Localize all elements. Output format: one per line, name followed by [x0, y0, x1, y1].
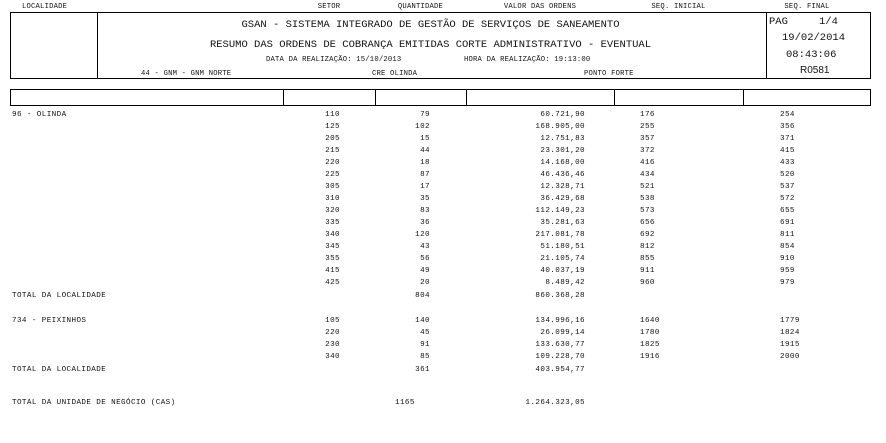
column-header-valor: VALOR DAS ORDENS	[503, 3, 577, 11]
page-number: 1/4	[819, 16, 838, 28]
quantidade-cell: 15	[420, 135, 430, 143]
report-title: RESUMO DAS ORDENS DE COBRANÇA EMITIDAS CORTE ADMINISTRATIVO - EVENTUAL	[209, 39, 652, 51]
column-header-seq-final: SEQ. FINAL	[784, 3, 830, 11]
realization-time: HORA DA REALIZAÇÃO: 19:13:00	[464, 56, 591, 64]
quantidade-cell: 20	[420, 279, 430, 287]
quantidade-cell: 56	[420, 255, 430, 263]
seq-final-cell: 655	[780, 207, 795, 215]
valor-cell: 217.081,78	[535, 231, 585, 239]
grand-total-valor: 1.264.323,05	[525, 399, 585, 407]
quantidade-cell: 87	[420, 171, 430, 179]
grand-total-quantidade: 1165	[395, 399, 415, 407]
seq-inicial-cell: 176	[640, 111, 655, 119]
column-header-localidade: LOCALIDADE	[22, 3, 68, 11]
seq-final-cell: 2000	[780, 353, 800, 361]
quantidade-cell: 36	[420, 219, 430, 227]
seq-final-cell: 537	[780, 183, 795, 191]
seq-final-cell: 1824	[780, 329, 800, 337]
seq-inicial-cell: 855	[640, 255, 655, 263]
total-valor: 860.368,28	[535, 292, 585, 300]
setor-cell: 345	[325, 243, 340, 251]
quantidade-cell: 18	[420, 159, 430, 167]
column-separator	[375, 90, 376, 105]
valor-cell: 36.429,68	[540, 195, 585, 203]
valor-cell: 23.301,20	[540, 147, 585, 155]
seq-inicial-cell: 692	[640, 231, 655, 239]
seq-inicial-cell: 372	[640, 147, 655, 155]
seq-inicial-cell: 812	[640, 243, 655, 251]
grand-total-label: TOTAL DA UNIDADE DE NEGÓCIO (CAS)	[12, 399, 176, 407]
quantidade-cell: 35	[420, 195, 430, 203]
valor-cell: 14.168,00	[540, 159, 585, 167]
localidade-name: 734 - PEIXINHOS	[12, 317, 87, 325]
seq-inicial-cell: 656	[640, 219, 655, 227]
seq-inicial-cell: 521	[640, 183, 655, 191]
header-divider-right	[766, 13, 767, 78]
seq-final-cell: 811	[780, 231, 795, 239]
seq-inicial-cell: 1825	[640, 341, 660, 349]
setor-cell: 125	[325, 123, 340, 131]
seq-inicial-cell: 1640	[640, 317, 660, 325]
seq-inicial-cell: 1916	[640, 353, 660, 361]
setor-cell: 220	[325, 329, 340, 337]
seq-final-cell: 520	[780, 171, 795, 179]
valor-cell: 60.721,90	[540, 111, 585, 119]
quantidade-cell: 91	[420, 341, 430, 349]
quantidade-cell: 102	[415, 123, 430, 131]
quantidade-cell: 45	[420, 329, 430, 337]
column-separator	[614, 90, 615, 105]
seq-inicial-cell: 357	[640, 135, 655, 143]
column-separator	[743, 90, 744, 105]
report-code: R0581	[800, 65, 830, 76]
seq-inicial-cell: 255	[640, 123, 655, 131]
unidade-negocio: CRE OLINDA	[372, 70, 418, 78]
total-label: TOTAL DA LOCALIDADE	[12, 366, 107, 374]
seq-final-cell: 691	[780, 219, 795, 227]
seq-inicial-cell: 434	[640, 171, 655, 179]
valor-cell: 12.328,71	[540, 183, 585, 191]
setor-cell: 220	[325, 159, 340, 167]
setor-cell: 215	[325, 147, 340, 155]
setor-cell: 310	[325, 195, 340, 203]
quantidade-cell: 44	[420, 147, 430, 155]
page-label: PAG	[769, 16, 788, 28]
total-valor: 403.954,77	[535, 366, 585, 374]
quantidade-cell: 17	[420, 183, 430, 191]
setor-cell: 415	[325, 267, 340, 275]
setor-cell: 340	[325, 353, 340, 361]
report-time: 08:43:06	[786, 49, 837, 61]
valor-cell: 12.751,83	[540, 135, 585, 143]
seq-final-cell: 1915	[780, 341, 800, 349]
report-date: 19/02/2014	[782, 32, 846, 44]
setor-cell: 425	[325, 279, 340, 287]
seq-inicial-cell: 1780	[640, 329, 660, 337]
valor-cell: 40.037,19	[540, 267, 585, 275]
quantidade-cell: 140	[415, 317, 430, 325]
setor-cell: 205	[325, 135, 340, 143]
valor-cell: 51.180,51	[540, 243, 585, 251]
localidade-reference: PONTO FORTE	[584, 70, 634, 78]
valor-cell: 8.489,42	[545, 279, 585, 287]
seq-inicial-cell: 573	[640, 207, 655, 215]
valor-cell: 46.436,46	[540, 171, 585, 179]
seq-final-cell: 959	[780, 267, 795, 275]
valor-cell: 35.281,63	[540, 219, 585, 227]
seq-final-cell: 356	[780, 123, 795, 131]
quantidade-cell: 85	[420, 353, 430, 361]
seq-final-cell: 433	[780, 159, 795, 167]
setor-cell: 340	[325, 231, 340, 239]
valor-cell: 26.099,14	[540, 329, 585, 337]
realization-date: DATA DA REALIZAÇÃO: 15/10/2013	[266, 56, 402, 64]
valor-cell: 133.630,77	[535, 341, 585, 349]
setor-cell: 355	[325, 255, 340, 263]
quantidade-cell: 120	[415, 231, 430, 239]
valor-cell: 21.105,74	[540, 255, 585, 263]
setor-cell: 230	[325, 341, 340, 349]
gerencia-regional: 44 - GNM - GNM NORTE	[141, 70, 232, 78]
column-header-quantidade: QUANTIDADE	[397, 3, 444, 11]
total-label: TOTAL DA LOCALIDADE	[12, 292, 107, 300]
quantidade-cell: 79	[420, 111, 430, 119]
seq-inicial-cell: 960	[640, 279, 655, 287]
seq-inicial-cell: 911	[640, 267, 655, 275]
setor-cell: 110	[325, 111, 340, 119]
column-header-seq-inicial: SEQ. INICIAL	[651, 3, 706, 11]
column-header-row	[10, 89, 871, 106]
setor-cell: 305	[325, 183, 340, 191]
setor-cell: 105	[325, 317, 340, 325]
quantidade-cell: 43	[420, 243, 430, 251]
valor-cell: 112.149,23	[535, 207, 585, 215]
setor-cell: 320	[325, 207, 340, 215]
quantidade-cell: 49	[420, 267, 430, 275]
setor-cell: 335	[325, 219, 340, 227]
seq-final-cell: 910	[780, 255, 795, 263]
seq-final-cell: 854	[780, 243, 795, 251]
valor-cell: 168.905,00	[535, 123, 585, 131]
valor-cell: 109.228,70	[535, 353, 585, 361]
localidade-name: 96 - OLINDA	[12, 111, 67, 119]
seq-final-cell: 572	[780, 195, 795, 203]
total-quantidade: 361	[415, 366, 430, 374]
seq-final-cell: 1779	[780, 317, 800, 325]
system-title: GSAN - SISTEMA INTEGRADO DE GESTÃO DE SERVIÇOS DE SANEAMENTO	[241, 19, 620, 31]
setor-cell: 225	[325, 171, 340, 179]
valor-cell: 134.996,16	[535, 317, 585, 325]
seq-final-cell: 254	[780, 111, 795, 119]
column-header-setor: SETOR	[317, 3, 341, 11]
column-separator	[283, 90, 284, 105]
total-quantidade: 804	[415, 292, 430, 300]
seq-final-cell: 979	[780, 279, 795, 287]
seq-inicial-cell: 538	[640, 195, 655, 203]
seq-final-cell: 415	[780, 147, 795, 155]
seq-inicial-cell: 416	[640, 159, 655, 167]
seq-final-cell: 371	[780, 135, 795, 143]
quantidade-cell: 83	[420, 207, 430, 215]
column-separator	[466, 90, 467, 105]
